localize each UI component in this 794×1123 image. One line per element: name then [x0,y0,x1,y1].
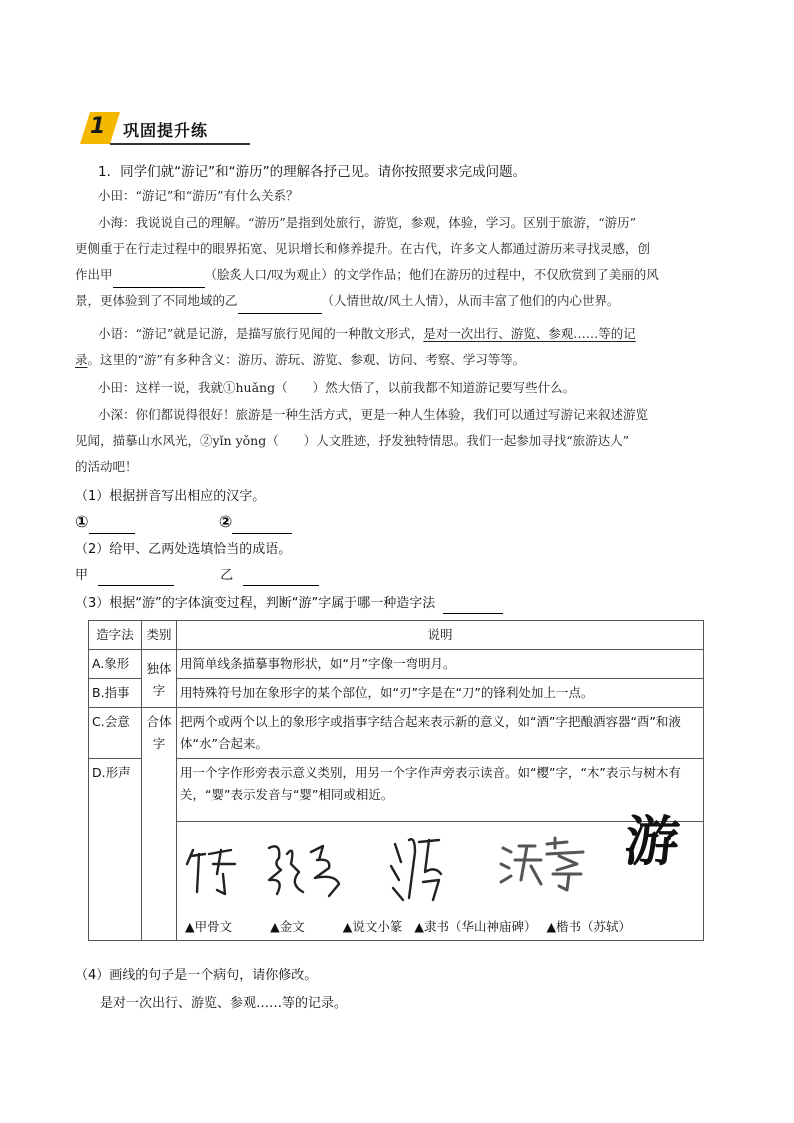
label-clerical: ▲隶书（华山神庙碑） [414,919,537,934]
label-bronze: ▲金文 [270,919,305,934]
header-category: 类别 [142,621,177,650]
mark-1: ① [75,512,89,531]
regular-script-glyph: 游 [621,809,683,873]
table-row [89,708,704,759]
blank-jia[interactable] [113,273,205,288]
section-title: 巩固提升练 [123,121,209,140]
answer-blank-yi[interactable] [243,571,319,586]
table-row [89,679,704,708]
subquestion-3: （3）根据“游”的字体演变过程，判断“游”字属于哪一种造字法 [75,594,503,614]
table-row [89,759,704,822]
subquestion-2: （2）给甲、乙两处选填恰当的成语。 [75,542,292,557]
mark-2: ② [218,512,233,531]
subquestion-4: （4）画线的句子是一个病句，请你修改。 [75,968,318,983]
label-seal: ▲说文小篆 [342,919,403,934]
evolution-labels [185,916,705,938]
label-regular: ▲楷书（苏轼） [546,919,632,934]
section-rule [110,143,250,145]
answer-blank-2[interactable] [232,519,292,534]
answer-line-1 [75,512,292,534]
character-formation-table [88,620,704,941]
answer-blank-1[interactable] [89,519,135,534]
description-cell: 用一个字作形旁表示意义类别，用另一个字作声旁表示读音。如“樱”字，“木”表示与树木有关，“婴”表示发音与“婴”相同或相近。 [177,759,704,822]
section-header [78,110,248,146]
clerical-glyph [497,834,587,894]
dialogue-hai: 小海：我说说自己的理解。“游历”是指到处旅行，游览，参观，体验，学习。区别于旅游，“游历” 更侧重于在行走过程中的眼界拓宽、见识增长和修养提升。在古代，许多文人都通过游历来寻找灵感，创 作出甲 （脍炙人口/叹为观止）的文学作品；他们在游历的过程中，不仅欣赏到了美丽的风 景，更体验到了不同地域的乙 （人情世故/风土人情），从而丰富了他们的内心世界。 [75,210,725,314]
label-jia: 甲 [75,568,89,583]
answer-blank-3[interactable] [443,599,503,614]
oracle-bone-glyph [183,840,239,902]
header-description: 说明 [177,621,704,650]
category-cell: 独体字 [142,650,177,708]
sick-sentence: 是对一次出行、游览、参观……等的记录。 [100,996,348,1011]
description-cell: 把两个或两个以上的象形字或指事字结合起来表示新的意义，如“酒”字把酿酒容器“酉”和液体“水”合起来。 [177,708,704,759]
dialogue-shen: 小深：你们都说得很好！旅游是一种生活方式，更是一种人生体验，我们可以通过写游记来叙述游览 见闻，描摹山水风光，②yǐn yǒng（ ）人文胜迹，抒发独特情思。我们一起参加寻找“旅游达人” 的活动吧！ [75,407,649,474]
method-cell: B.指事 [89,679,142,708]
answer-blank-jia[interactable] [98,571,174,586]
answer-line-2 [75,566,319,586]
dialogue-yu: 小语：“游记”就是记游，是描写旅行见闻的一种散文形式，是对一次出行、游览、参观……等的记 录。这里的“游”有多种含义：游历、游玩、游览、参观、访问、考察、学习等等。 [75,326,636,367]
description-cell: 用特殊符号加在象形字的某个部位，如“刃”字是在“刀”的锋利处加上一点。 [177,679,704,708]
dialogue-tian-1: 小田：“游记”和“游历”有什么关系？ [98,188,299,203]
evolution-row [89,822,704,941]
category-cell: 合体字 [142,708,177,941]
label-yi: 乙 [220,568,234,583]
subquestion-1: （1）根据拼音写出相应的汉字。 [75,489,266,504]
blank-yi[interactable] [238,299,322,314]
header-method: 造字法 [89,621,142,650]
bronze-glyph [259,834,349,906]
method-cell: C.会意 [89,708,142,759]
method-cell: D.形声 [89,759,142,941]
description-cell: 用简单线条描摹事物形状，如“月”字像一弯明月。 [177,650,704,679]
method-cell: A.象形 [89,650,142,679]
underlined-sentence: 是对一次出行、游览、参观……等的记 [423,326,636,341]
section-number: 1 [90,114,106,139]
table-header-row [89,621,704,650]
table-row [89,650,704,679]
underlined-sentence-end: 录 [75,352,88,367]
small-seal-glyph [387,832,447,906]
question-intro: 1．同学们就“游记”和“游历”的理解各抒己见。请你按照要求完成问题。 [98,164,527,180]
dialogue-tian-2: 小田：这样一说，我就①huǎng（ ）然大悟了，以前我都不知道游记要写些什么。 [98,380,576,395]
label-oracle: ▲甲骨文 [185,919,233,934]
evolution-cell [177,809,704,941]
